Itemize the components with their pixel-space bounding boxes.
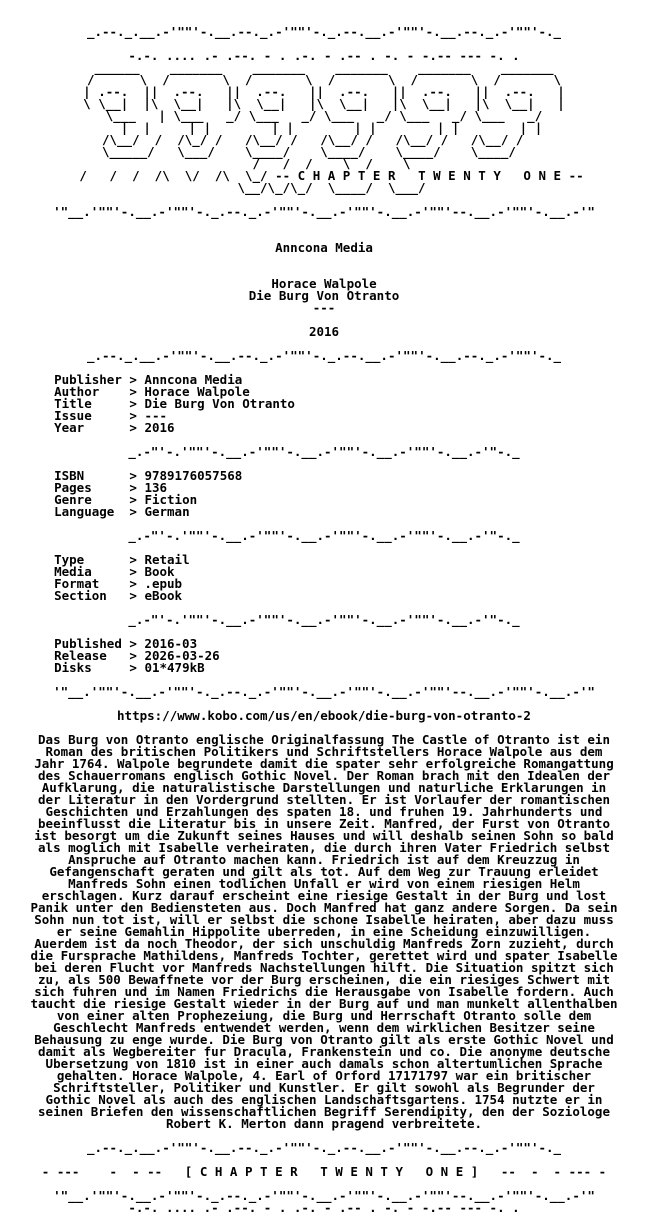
info-separator: > [114,504,145,519]
ascii-art-line: | .--. || .--. || .--. || .--. || .--. || .--. | [83,84,565,99]
info-label: Release [54,648,107,663]
info-value: Retail [144,552,190,567]
description-line: Geschichten und Erzahlungen des spaten 18. und fruhen 19. Jahrhunderts und [45,804,603,819]
small-separator: _.-"'-.'""'-.__.-'""'-.__.-'""'-.__.-'""'-.__.-'"-._ [128,612,520,627]
footer-morse: -.-. .... .- .--. - . .-. - .-- . -. - -.-- --- -. . [128,1200,520,1215]
info-value: 01*479kB [144,660,205,675]
info-label: Year [54,420,85,435]
ascii-art-line: \ \__| |\ \__| |\ \__| |\ \__| |\ \__| |\ \__| | [83,96,565,111]
description-line: gehalten. Horace Walpole, 4. Earl of Orford 17171797 war ein britischer [56,1068,592,1083]
info-label: Pages [54,480,92,495]
ascii-art-line: \__/\_/\_/ \____/ \___/ [222,180,426,195]
info-label: Publisher [54,372,122,387]
info-separator: > [84,468,145,483]
description-line: Schriftsteller, Politiker und Kunstler. Er gilt sowohl als Begrunder der [53,1080,595,1095]
info-value: 2016-03 [144,636,198,651]
small-separator: _.-"'-.'""'-.__.-'""'-.__.-'""'-.__.-'""'-.__.-'"-._ [128,444,520,459]
info-separator: > [99,384,145,399]
info-separator: > [91,492,145,507]
description-line: Manfreds Sohn einen todlichen Unfall er wird von einem riesigen Helm [68,876,580,891]
description-line: von einer alten Prophezeiung, die Burg und Herrschaft Otranto solle dem [56,1008,592,1023]
wave-separator: _.--._.__.-'""'-.__.--._.-'""'-._.--.__.-'""'-.__.--._.-'""'-._ [86,1140,562,1155]
description-line: Roman des britischen Politikers und Schriftstellers Horace Walpole aus dem [45,744,603,759]
info-separator: > [91,564,145,579]
description-line: die Fursprache Mathildens, Manfreds Tochter, gerettet wird und spater Isabelle [30,948,618,963]
description-line: erschlagen. Kurz darauf erscheint eine riesige Gestalt in der Burg und lost [41,888,607,903]
description-line: Panik unter den Bediensteten aus. Doch Manfred hat ganz andere Sorgen. Da sein [30,900,618,915]
description-line: Ubersetzung von 1810 ist in einer auch damals schon altertumlichen Sprache [45,1056,603,1071]
info-value: German [144,504,190,519]
info-row [0,590,648,602]
info-label: Media [54,564,92,579]
ascii-art-line: -.-. .... .- .--. - . .-. - .-- . -. - -.-- --- -. . [128,48,520,63]
ascii-art-line: / / / /\ \/ /\ \_/ -- C H A P T E R T W E N T Y O N E -- [64,168,584,183]
info-label: Published [54,636,122,651]
info-value: --- [144,408,168,423]
header-year: 2016 [308,324,340,339]
info-label: Type [54,552,85,567]
blank-line [0,254,648,266]
ascii-art-line: ______ _______ _______ _______ _______ _______ [86,60,562,75]
description-line: Jahr 1764. Walpole begrundete damit die spater sehr erfolgreiche Romangattung [34,756,614,771]
footer-chapter: - --- - - -- [ C H A P T E R T W E N T Y O N E ] -- - - --- - [41,1164,607,1179]
description-line: beeinflusst die Literatur bis in unsere Zeit. Manfred, der Furst von Otranto [38,816,610,831]
info-label: Title [54,396,92,411]
info-separator: > [106,588,145,603]
description-line: Behausung zu enge wurde. Die Burg von Otranto gilt als erste Gothic Novel und [34,1032,614,1047]
info-label: Section [54,588,107,603]
ascii-art-line: /\__/ / /\_/ / /\__/ / /\__/ / /\__/ / /\__/ / [94,132,554,147]
header-publisher: Anncona Media [275,240,373,255]
info-row [0,662,648,674]
description-line: ist besorgt um die Zukunft seines Hauses und will deshalb seinen Sohn so bald [34,828,614,843]
ascii-art-line: \___ | \___ _/ \___ _/ \___ _/ \___ _/ \___ _/ [98,108,550,123]
source-url: https://www.kobo.com/us/en/ebook/die-burg-von-otranto-2 [117,708,531,723]
info-row [0,506,648,518]
info-separator: > [84,420,145,435]
info-label: ISBN [54,468,85,483]
ascii-art-line: '"__.'""'-.__.-'""'-._.--._.-'""'-.__.-'""'-.__.-'""'--.__.-'""'-.__.-'" [53,204,595,219]
info-label: Disks [54,660,92,675]
description-line: des Schauerromans englisch Gothic Novel. Der Roman brach mit den Idealen der [38,768,610,783]
info-separator: > [91,396,145,411]
blank-line [0,218,648,230]
description-line: sich fuhren und im Namen Friedrichs die Herausgabe von Isabelle fordern. Auch [34,984,614,999]
description-line: taucht die riesige Gestalt wieder in der Burg auf und man munkelt allenthalben [30,996,618,1011]
info-separator: > [99,576,145,591]
description-line: Sohn nun tot ist, will er selbst die schone Isabelle heiraten, aber dazu muss [34,912,614,927]
info-value: Die Burg Von Otranto [144,396,295,411]
info-value: Anncona Media [144,372,243,387]
description-line: der Literatur in den Vordergrund stellten. Er ist Vorlaufer der romantischen [38,792,610,807]
info-value: 2026-03-26 [144,648,220,663]
description-line: Geschlecht Manfreds entwendet werden, wenn dem wirklichen Besitzer seine [53,1020,595,1035]
description-line: Das Burg von Otranto englische Originalfassung The Castle of Otranto ist ein [38,732,610,747]
description-line: er seine Gemahlin Hippolite uberreden, in eine Scheidung einzuwilligen. [56,924,592,939]
info-separator: > [84,552,145,567]
wave-separator: '"__.'""'-.__.-'""'-._.--._.-'""'-.__.-'""'-.__.-'""'--.__.-'""'-.__.-'" [53,1188,595,1203]
info-separator: > [91,660,145,675]
ascii-art-line: \_____/ \___/ \____/ \____/ \____/ \____/ [94,144,554,159]
info-value: eBook [144,588,183,603]
wave-separator: _.--._.__.-'""'-.__.--._.-'""'-._.--.__.-'""'-.__.--._.-'""'-._ [86,348,562,363]
info-label: Language [54,504,115,519]
description-line: Gefangenschaft geraten und gilt als tot. Auf dem Weg zur Trauung erleidet [49,864,599,879]
ascii-art-line: | | | | | | | | | | | | [83,120,565,135]
description-line: als moglich mit Isabelle verheiraten, die durch ihren Vater Friedrich selbst [38,840,610,855]
ascii-art-line: / / / \ / \ [229,156,419,171]
description-line: damit als Wegbereiter fur Dracula, Frankenstein und co. Die anonyme deutsche [38,1044,610,1059]
description-line: Gothic Novel als auch des englischen Landschaftsgartens. 1754 nutzte er in [45,1092,603,1107]
info-row [0,422,648,434]
info-separator: > [106,648,145,663]
ascii-art-line: _.--._.__.-'""'-.__.--._.-'""'-._.--.__.-'""'-.__.--._.-'""'-._ [86,24,562,39]
ascii-art-line: / \ / \ / \ / \ / \ / \ [86,72,562,87]
info-separator: > [91,408,145,423]
info-value: Book [144,564,175,579]
info-separator: > [121,372,145,387]
info-label: Format [54,576,100,591]
header-author: Horace Walpole [271,276,377,291]
info-label: Issue [54,408,92,423]
info-value: 136 [144,480,168,495]
description-line: Robert K. Merton dann pragend verbreitete. [165,1116,483,1131]
info-value: .epub [144,576,183,591]
description-line: zu, als 500 Bewaffnete vor der Burg erscheinen, die ein riesiges Schwert mit [38,972,610,987]
info-value: Fiction [144,492,198,507]
small-separator: _.-"'-.'""'-.__.-'""'-.__.-'""'-.__.-'""'-.__.-'"-._ [128,528,520,543]
nfo-text [0,26,648,1214]
description-line: Aufklarung, die naturalistische Darstellungen und naturliche Erklarungen in [41,780,607,795]
info-separator: > [121,636,145,651]
info-label: Genre [54,492,92,507]
description-line: Anspruche auf Otranto machen kann. Friedrich ist auf dem Kreuzzug in [68,852,580,867]
info-value: Horace Walpole [144,384,250,399]
description-line: Auerdem ist da noch Theodor, der sich unschuldig Manfreds Zorn zuzieht, durch [34,936,614,951]
description-line: seinen Briefen den wissenschaftlichen Begriff Serendipity, den der Soziologe [38,1104,610,1119]
info-value: 2016 [144,420,175,435]
header-issue: --- [312,300,336,315]
info-separator: > [91,480,145,495]
wave-separator: '"__.'""'-.__.-'""'-._.--._.-'""'-.__.-'""'-.__.-'""'--.__.-'""'-.__.-'" [53,684,595,699]
info-value: 9789176057568 [144,468,243,483]
header-title: Die Burg Von Otranto [248,288,400,303]
description-line: bei deren Flucht vor Manfreds Nachstellungen hilft. Die Situation spitzt sich [34,960,614,975]
info-label: Author [54,384,100,399]
